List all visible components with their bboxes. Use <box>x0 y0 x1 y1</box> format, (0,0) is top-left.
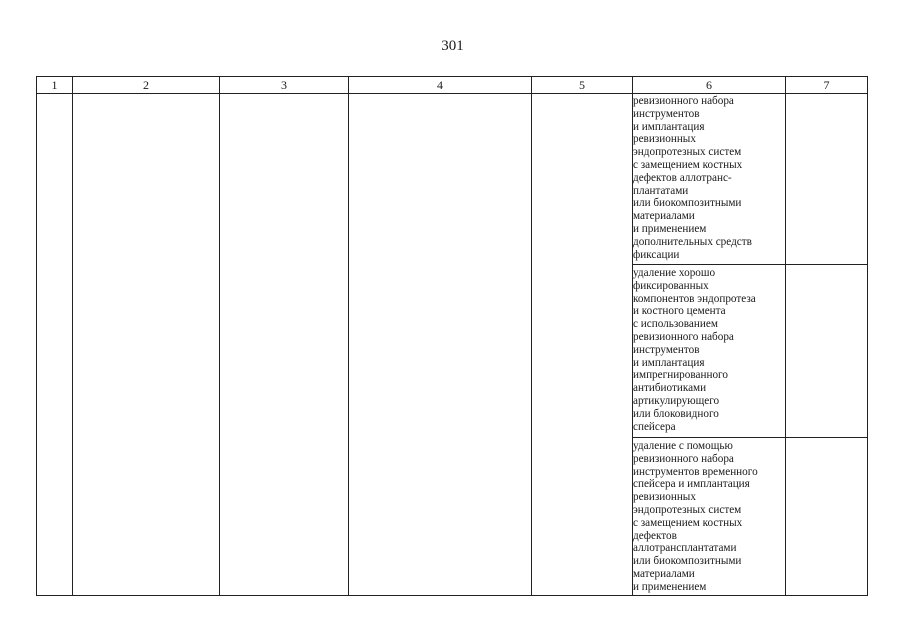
column-header-3: 3 <box>281 78 287 92</box>
table-cell-col6-row2: удаление хорошо фиксированных компонентов эндопротеза и костного цемента с использованием ревизионного набора инструментов и имплантация импрегнированного антибиотиками артикулирующего или блоковидного спейсера <box>633 267 756 433</box>
column-border <box>219 76 220 596</box>
column-header-4: 4 <box>437 78 443 92</box>
header-bottom-border <box>36 93 868 94</box>
column-header-7: 7 <box>823 78 830 92</box>
row-divider <box>632 264 868 265</box>
column-border <box>867 76 868 596</box>
column-header-5: 5 <box>579 78 585 92</box>
table-cell-col6-row1: ревизионного набора инструментов и имплантация ревизионных эндопротезных систем с замещением костных дефектов аллотранс- плантатами или биокомпозитными материалами и применением дополнительных средств фиксации <box>633 95 752 261</box>
row-divider <box>632 437 868 438</box>
column-header-1: 1 <box>51 78 58 92</box>
column-header-6: 6 <box>706 78 712 92</box>
table-bottom-border <box>36 595 868 596</box>
table-cell-col6-row3: удаление с помощью ревизионного набора инструментов временного спейсера и имплантация ревизионных эндопротезных систем с замещением костных дефектов аллотрансплантатами или биокомпозитными материалами и применением <box>633 440 758 593</box>
column-border <box>72 76 73 596</box>
page-number: 301 <box>441 38 464 54</box>
column-header-2: 2 <box>143 78 149 92</box>
column-border <box>348 76 349 596</box>
column-border <box>36 76 37 596</box>
column-border <box>531 76 532 596</box>
table <box>36 76 868 596</box>
column-border <box>785 76 786 596</box>
